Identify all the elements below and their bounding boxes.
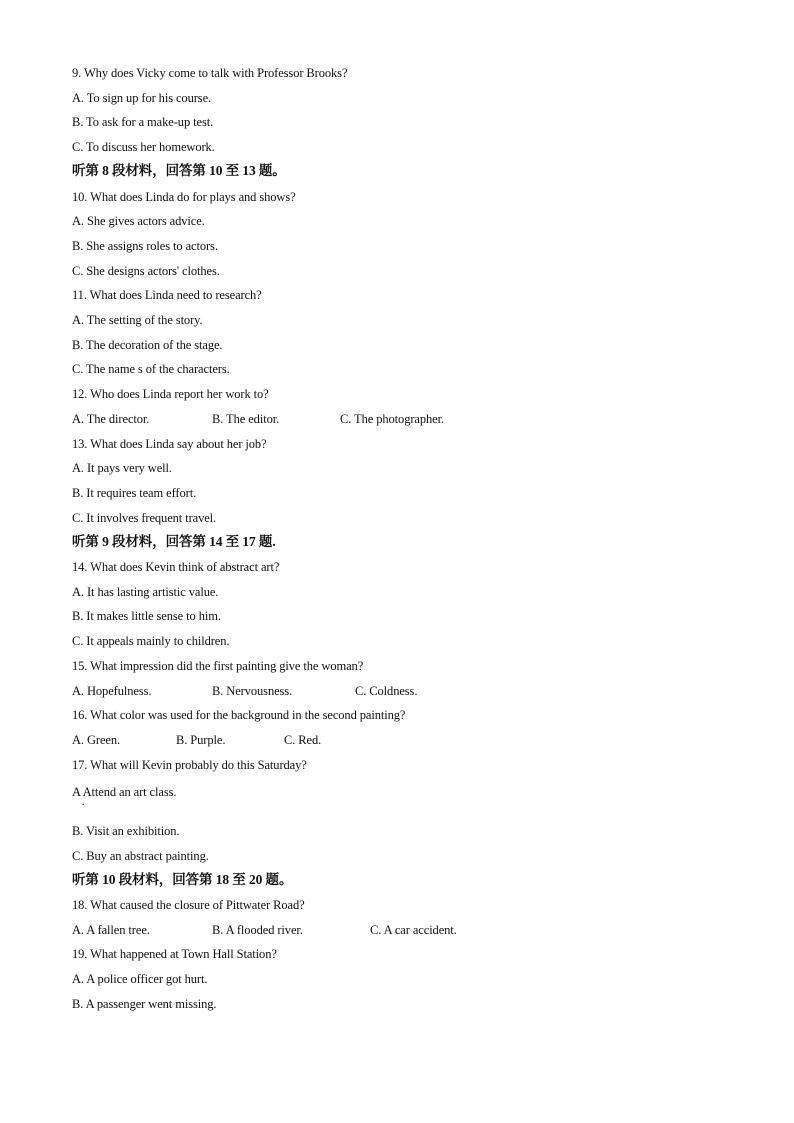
q17-option-b: B. Visit an exhibition. — [72, 824, 180, 838]
q10-option-c: C. She designs actors' clothes. — [72, 264, 220, 278]
q15-option-a: A. Hopefulness. — [72, 684, 152, 698]
question-19: 19. What happened at Town Hall Station? — [72, 947, 277, 961]
q19-option-a: A. A police officer got hurt. — [72, 972, 208, 986]
q9-option-b: B. To ask for a make-up test. — [72, 115, 214, 129]
question-14: 14. What does Kevin think of abstract art? — [72, 560, 280, 574]
q14-option-b: B. It makes little sense to him. — [72, 609, 221, 623]
q13-option-a: A. It pays very well. — [72, 461, 172, 475]
q19-option-b: B. A passenger went missing. — [72, 997, 217, 1011]
question-10: 10. What does Linda do for plays and shows? — [72, 190, 296, 204]
q12-option-b: B. The editor. — [212, 412, 280, 426]
q13-option-c: C. It involves frequent travel. — [72, 511, 217, 525]
q15-option-c: C. Coldness. — [355, 684, 418, 698]
question-16: 16. What color was used for the background in the second painting? — [72, 708, 406, 722]
q11-option-b: B. The decoration of the stage. — [72, 338, 223, 352]
q11-option-c: C. The name s of the characters. — [72, 362, 230, 376]
q14-option-c: C. It appeals mainly to children. — [72, 634, 230, 648]
q9-option-a: A. To sign up for his course. — [72, 91, 212, 105]
question-15: 15. What impression did the first painting give the woman? — [72, 659, 364, 673]
question-11: 11. What does Linda need to research? — [72, 288, 262, 302]
q14-option-a: A. It has lasting artistic value. — [72, 585, 219, 599]
section-10-heading: 听第 10 段材料，回答第 18 至 20 题。 — [72, 872, 293, 887]
q17-option-c: C. Buy an abstract painting. — [72, 849, 209, 863]
section-9-heading: 听第 9 段材料，回答第 14 至 17 题. — [72, 534, 276, 549]
q15-option-b: B. Nervousness. — [212, 684, 293, 698]
question-9: 9. Why does Vicky come to talk with Professor Brooks? — [72, 66, 348, 80]
q16-option-b: B. Purple. — [176, 733, 226, 747]
question-17: 17. What will Kevin probably do this Saturday? — [72, 758, 307, 772]
q17-option-a: A Attend an art class. — [72, 785, 177, 799]
q18-option-a: A. A fallen tree. — [72, 923, 150, 937]
q9-option-c: C. To discuss her homework. — [72, 140, 215, 154]
q12-option-c: C. The photographer. — [340, 412, 444, 426]
q18-option-c: C. A car accident. — [370, 923, 457, 937]
q10-option-a: A. She gives actors advice. — [72, 214, 205, 228]
q13-option-b: B. It requires team effort. — [72, 486, 197, 500]
q10-option-b: B. She assigns roles to actors. — [72, 239, 218, 253]
q11-option-a: A. The setting of the story. — [72, 313, 203, 327]
question-12: 12. Who does Linda report her work to? — [72, 387, 269, 401]
stray-dot-mark: . — [82, 797, 85, 808]
question-18: 18. What caused the closure of Pittwater Road? — [72, 898, 305, 912]
q18-option-b: B. A flooded river. — [212, 923, 303, 937]
q16-option-c: C. Red. — [284, 733, 322, 747]
question-13: 13. What does Linda say about her job? — [72, 437, 267, 451]
section-8-heading: 听第 8 段材料，回答第 10 至 13 题。 — [72, 163, 286, 178]
q12-option-a: A. The director. — [72, 412, 150, 426]
q16-option-a: A. Green. — [72, 733, 121, 747]
